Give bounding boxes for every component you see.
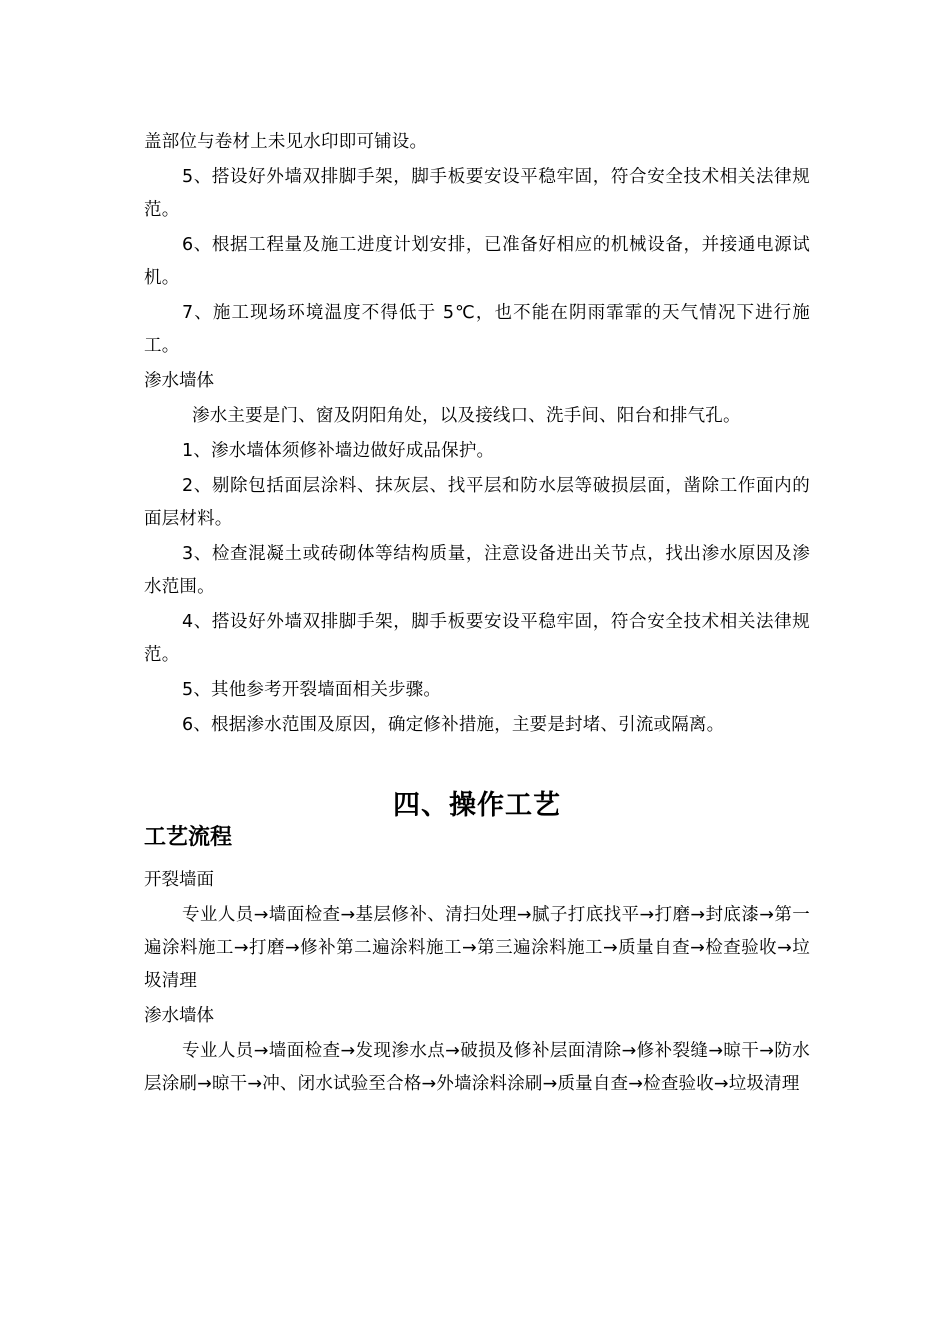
list-item-5: 5、搭设好外墙双排脚手架，脚手板要安设平稳牢固，符合安全技术相关法律规范。: [144, 167, 810, 220]
paragraph-continuation: 盖部位与卷材上未见水印即可铺设。: [144, 132, 428, 152]
list-item-6: 6、根据工程量及施工进度计划安排，已准备好相应的机械设备，并接通电源试机。: [144, 235, 810, 288]
seepage-item-5: 5、其他参考开裂墙面相关步骤。: [182, 680, 442, 700]
chapter-title: 四、操作工艺: [393, 790, 561, 821]
seepage-item-4: 4、搭设好外墙双排脚手架，脚手板要安设平稳牢固，符合安全技术相关法律规范。: [144, 612, 810, 665]
process-flow-seepage-wall: 专业人员→墙面检查→发现渗水点→破损及修补层面清除→修补裂缝→晾干→防水层涂刷→晾干→冲、闭水试验至合格→外墙涂料涂刷→质量自查→检查验收→垃圾清理: [144, 1041, 810, 1094]
document-body: [144, 126, 810, 1103]
seepage-intro: 渗水主要是门、窗及阴阳角处，以及接线口、洗手间、阳台和排气孔。: [192, 406, 741, 426]
list-item-7: 7、施工现场环境温度不得低于 5℃，也不能在阴雨霏霏的天气情况下进行施工。: [144, 303, 810, 356]
subheading-cracked-wall: 开裂墙面: [144, 870, 214, 890]
section-title: 工艺流程: [144, 825, 233, 850]
subheading-seepage-wall: 渗水墙体: [144, 371, 214, 391]
seepage-item-6: 6、根据渗水范围及原因，确定修补措施，主要是封堵、引流或隔离。: [182, 715, 725, 735]
process-flow-cracked-wall: 专业人员→墙面检查→基层修补、清扫处理→腻子打底找平→打磨→封底漆→第一遍涂料施工→打磨→修补第二遍涂料施工→第三遍涂料施工→质量自查→检查验收→垃圾清理: [144, 905, 810, 991]
seepage-item-3: 3、检查混凝土或砖砌体等结构质量，注意设备进出关节点，找出渗水原因及渗水范围。: [144, 544, 810, 597]
seepage-item-1: 1、渗水墙体须修补墙边做好成品保护。: [182, 441, 495, 461]
subheading-seepage-wall-flow: 渗水墙体: [144, 1006, 214, 1026]
seepage-item-2: 2、剔除包括面层涂料、抹灰层、找平层和防水层等破损层面，凿除工作面内的面层材料。: [144, 476, 810, 529]
